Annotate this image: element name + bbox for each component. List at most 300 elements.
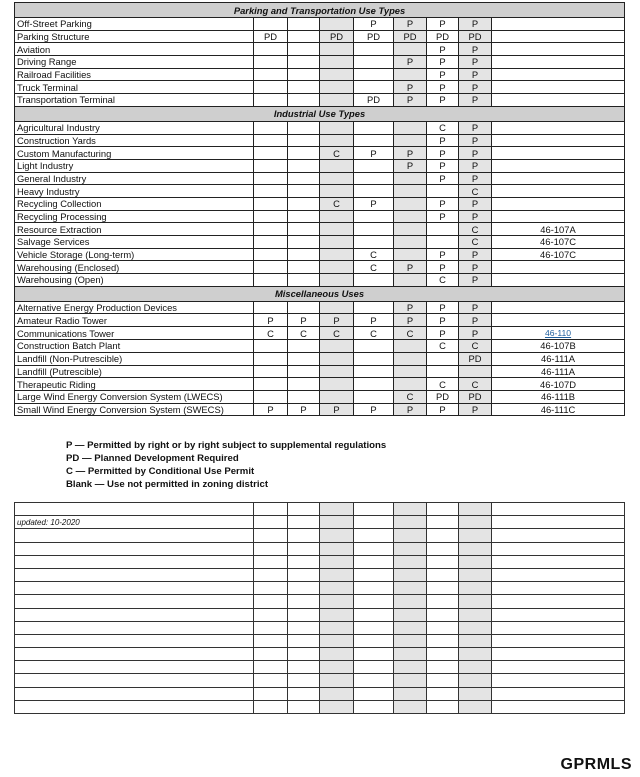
legend-conditional: C — Permitted by Conditional Use Permit — [66, 466, 255, 477]
blank-cell — [15, 634, 254, 647]
permission-cell — [354, 121, 394, 134]
blank-cell — [492, 661, 625, 674]
blank-cell — [394, 687, 427, 700]
blank-cell — [354, 648, 394, 661]
table-row — [15, 30, 625, 43]
permission-cell — [394, 352, 427, 365]
permission-cell — [254, 147, 288, 160]
blank-cell — [354, 516, 394, 529]
section-title: Parking and Transportation Use Types — [15, 3, 625, 18]
blank-cell — [354, 634, 394, 647]
use-type-label: Construction Yards — [15, 134, 254, 147]
code-reference — [492, 210, 625, 223]
brand-watermark: GPRMLS — [560, 756, 632, 773]
permission-cell — [354, 81, 394, 94]
permission-cell — [394, 223, 427, 236]
blank-row — [15, 687, 625, 700]
permission-cell — [320, 210, 354, 223]
permission-cell — [288, 365, 320, 378]
permission-cell: P — [427, 94, 459, 107]
blank-cell — [15, 595, 254, 608]
permission-cell — [320, 81, 354, 94]
permission-cell — [320, 261, 354, 274]
permission-cell — [320, 223, 354, 236]
code-reference: 46-107A — [492, 223, 625, 236]
table-row — [15, 121, 625, 134]
table-row — [15, 274, 625, 287]
use-type-label: Therapeutic Riding — [15, 378, 254, 391]
permission-cell: C — [427, 340, 459, 353]
blank-cell — [459, 634, 492, 647]
legend-planned-development: PD — Planned Development Required — [66, 453, 239, 464]
permission-cell — [288, 261, 320, 274]
permission-cell — [288, 159, 320, 172]
blank-cell — [320, 529, 354, 542]
use-type-label: Custom Manufacturing — [15, 147, 254, 160]
blank-cell — [320, 582, 354, 595]
blank-cell — [427, 661, 459, 674]
blank-cell — [459, 700, 492, 713]
section-header — [15, 3, 625, 18]
blank-cell — [394, 648, 427, 661]
table-row — [15, 352, 625, 365]
use-type-label: Aviation — [15, 43, 254, 56]
permission-cell: PD — [459, 30, 492, 43]
permission-cell: C — [394, 327, 427, 340]
blank-cell — [288, 700, 320, 713]
blank-row — [15, 661, 625, 674]
blank-row — [15, 516, 625, 529]
blank-cell — [427, 621, 459, 634]
permission-cell — [254, 378, 288, 391]
blank-cell — [288, 634, 320, 647]
blank-cell — [254, 516, 288, 529]
permission-cell: PD — [394, 30, 427, 43]
permission-cell: P — [394, 314, 427, 327]
blank-cell — [427, 687, 459, 700]
permission-cell — [254, 352, 288, 365]
blank-cell — [288, 503, 320, 516]
permission-cell — [254, 197, 288, 210]
permission-cell: P — [427, 56, 459, 69]
permission-cell — [320, 365, 354, 378]
blank-cell — [459, 529, 492, 542]
blank-cell — [254, 555, 288, 568]
blank-cell — [254, 542, 288, 555]
permission-cell — [320, 274, 354, 287]
permission-cell — [254, 210, 288, 223]
permission-cell — [320, 236, 354, 249]
use-type-label: Truck Terminal — [15, 81, 254, 94]
code-reference — [492, 159, 625, 172]
permission-cell: PD — [427, 30, 459, 43]
permission-cell: P — [427, 18, 459, 31]
permission-cell — [288, 301, 320, 314]
code-reference: 46-111A — [492, 352, 625, 365]
code-reference — [492, 30, 625, 43]
blank-row — [15, 608, 625, 621]
blank-cell — [320, 661, 354, 674]
permission-cell — [320, 390, 354, 403]
use-type-label: Small Wind Energy Conversion System (SWECS) — [15, 403, 254, 416]
permission-cell — [354, 68, 394, 81]
permission-cell: P — [320, 403, 354, 416]
use-type-label: Railroad Facilities — [15, 68, 254, 81]
permission-cell: P — [459, 94, 492, 107]
permission-cell — [288, 121, 320, 134]
permission-cell — [320, 172, 354, 185]
code-reference — [492, 43, 625, 56]
permission-cell — [320, 340, 354, 353]
blank-cell — [492, 634, 625, 647]
code-reference: 46-111A — [492, 365, 625, 378]
permission-cell — [288, 43, 320, 56]
blank-cell — [354, 582, 394, 595]
permission-cell — [288, 340, 320, 353]
permission-cell — [254, 81, 288, 94]
permission-cell: PD — [459, 352, 492, 365]
blank-cell — [427, 634, 459, 647]
permission-cell — [254, 94, 288, 107]
permission-cell: P — [354, 403, 394, 416]
blank-cell — [427, 674, 459, 687]
use-type-label: Alternative Energy Production Devices — [15, 301, 254, 314]
blank-cell — [15, 542, 254, 555]
permission-cell: C — [459, 340, 492, 353]
blank-cell — [492, 648, 625, 661]
blank-cell — [394, 568, 427, 581]
blank-cell — [492, 516, 625, 529]
permission-cell: P — [394, 403, 427, 416]
code-reference: 46-107C — [492, 236, 625, 249]
blank-cell — [492, 687, 625, 700]
table-row — [15, 94, 625, 107]
blank-cell — [492, 529, 625, 542]
permission-cell — [254, 274, 288, 287]
permission-cell: PD — [320, 30, 354, 43]
blank-cell — [459, 516, 492, 529]
permission-cell — [427, 365, 459, 378]
permission-cell — [288, 172, 320, 185]
blank-cell — [254, 674, 288, 687]
permission-cell: P — [427, 403, 459, 416]
blank-cell — [427, 529, 459, 542]
permission-cell: P — [354, 147, 394, 160]
blank-cell — [288, 608, 320, 621]
blank-cell — [320, 542, 354, 555]
section-header — [15, 286, 625, 301]
code-reference: 46-107C — [492, 248, 625, 261]
blank-row — [15, 595, 625, 608]
blank-row — [15, 568, 625, 581]
permission-cell: P — [459, 172, 492, 185]
code-reference — [492, 172, 625, 185]
code-reference — [492, 327, 625, 340]
updated-note: updated: 10-2020 — [15, 516, 254, 529]
permission-cell — [354, 159, 394, 172]
permission-cell — [320, 352, 354, 365]
table-row — [15, 197, 625, 210]
permission-cell: C — [354, 327, 394, 340]
blank-cell — [427, 542, 459, 555]
permission-cell: P — [427, 159, 459, 172]
permission-cell — [288, 378, 320, 391]
legend — [66, 439, 386, 491]
permission-cell: C — [427, 274, 459, 287]
code-reference — [492, 121, 625, 134]
table-row — [15, 68, 625, 81]
table-row — [15, 248, 625, 261]
blank-cell — [354, 529, 394, 542]
blank-row — [15, 555, 625, 568]
blank-cell — [15, 568, 254, 581]
permission-cell: C — [459, 223, 492, 236]
permission-cell — [320, 68, 354, 81]
use-type-label: Recycling Collection — [15, 197, 254, 210]
table-row — [15, 56, 625, 69]
blank-row — [15, 582, 625, 595]
permission-cell — [254, 159, 288, 172]
permission-cell — [254, 43, 288, 56]
permission-cell: C — [459, 378, 492, 391]
permission-cell: P — [459, 274, 492, 287]
code-reference: 46-107D — [492, 378, 625, 391]
permission-cell: P — [459, 147, 492, 160]
blank-cell — [459, 595, 492, 608]
code-reference — [492, 197, 625, 210]
blank-cell — [15, 582, 254, 595]
blank-cell — [320, 621, 354, 634]
permission-cell — [288, 390, 320, 403]
permission-cell — [394, 134, 427, 147]
blank-cell — [288, 595, 320, 608]
permission-cell — [354, 43, 394, 56]
blank-cell — [288, 529, 320, 542]
blank-cell — [354, 503, 394, 516]
permission-cell — [354, 301, 394, 314]
table-row — [15, 236, 625, 249]
code-reference-link[interactable]: 46-110 — [544, 328, 572, 339]
blank-cell — [492, 542, 625, 555]
permission-cell: P — [427, 43, 459, 56]
blank-cell — [320, 608, 354, 621]
blank-cell — [254, 568, 288, 581]
permission-cell: P — [459, 261, 492, 274]
permission-cell: P — [427, 197, 459, 210]
blank-cell — [254, 595, 288, 608]
blank-cell — [320, 687, 354, 700]
permission-cell — [288, 197, 320, 210]
table-row — [15, 147, 625, 160]
table-row — [15, 223, 625, 236]
blank-cell — [354, 621, 394, 634]
zoning-use-table — [14, 2, 625, 416]
blank-cell — [427, 648, 459, 661]
permission-cell — [354, 274, 394, 287]
permission-cell: PD — [427, 390, 459, 403]
table-row — [15, 43, 625, 56]
permission-cell — [394, 236, 427, 249]
use-type-label: Large Wind Energy Conversion System (LWECS) — [15, 390, 254, 403]
permission-cell: P — [459, 121, 492, 134]
permission-cell — [254, 223, 288, 236]
blank-cell — [394, 529, 427, 542]
use-type-label: Recycling Processing — [15, 210, 254, 223]
blank-row — [15, 674, 625, 687]
blank-cell — [427, 503, 459, 516]
permission-cell: P — [459, 248, 492, 261]
permission-cell: C — [427, 378, 459, 391]
blank-cell — [320, 674, 354, 687]
code-reference — [492, 81, 625, 94]
permission-cell: P — [394, 301, 427, 314]
permission-cell — [320, 94, 354, 107]
permission-cell — [288, 210, 320, 223]
permission-cell: C — [320, 197, 354, 210]
permission-cell — [254, 365, 288, 378]
blank-cell — [320, 595, 354, 608]
table-row — [15, 81, 625, 94]
permission-cell — [320, 134, 354, 147]
permission-cell — [288, 274, 320, 287]
permission-cell — [288, 81, 320, 94]
permission-cell: P — [288, 314, 320, 327]
blank-row — [15, 503, 625, 516]
table-row — [15, 301, 625, 314]
permission-cell — [354, 172, 394, 185]
blank-cell — [15, 529, 254, 542]
permission-cell: P — [459, 68, 492, 81]
permission-cell: P — [459, 134, 492, 147]
permission-cell: C — [354, 261, 394, 274]
use-type-label: Vehicle Storage (Long-term) — [15, 248, 254, 261]
use-type-label: Light Industry — [15, 159, 254, 172]
blank-cell — [459, 503, 492, 516]
blank-cell — [320, 648, 354, 661]
blank-cell — [254, 700, 288, 713]
blank-cell — [320, 700, 354, 713]
permission-cell — [254, 121, 288, 134]
permission-cell: P — [427, 134, 459, 147]
table-row — [15, 340, 625, 353]
permission-cell: P — [427, 301, 459, 314]
legend-blank: Blank — Use not permitted in zoning district — [66, 479, 269, 490]
permission-cell — [354, 134, 394, 147]
blank-cell — [492, 700, 625, 713]
code-reference — [492, 314, 625, 327]
code-reference: 46-111B — [492, 390, 625, 403]
blank-cell — [394, 674, 427, 687]
blank-cell — [459, 568, 492, 581]
permission-cell — [394, 274, 427, 287]
permission-cell — [288, 94, 320, 107]
blank-cell — [492, 568, 625, 581]
permission-cell — [254, 390, 288, 403]
permission-cell: P — [459, 301, 492, 314]
blank-cell — [15, 555, 254, 568]
code-reference — [492, 301, 625, 314]
permission-cell — [320, 56, 354, 69]
permission-cell — [320, 43, 354, 56]
permission-cell — [320, 185, 354, 198]
blank-cell — [254, 634, 288, 647]
legend-permitted: P — Permitted by right or by right subject to supplemental regulations — [66, 440, 387, 451]
permission-cell: PD — [254, 30, 288, 43]
table-row — [15, 365, 625, 378]
blank-cell — [320, 516, 354, 529]
blank-cell — [320, 568, 354, 581]
blank-row — [15, 648, 625, 661]
permission-cell: P — [427, 172, 459, 185]
table-row — [15, 378, 625, 391]
permission-cell — [354, 390, 394, 403]
table-row — [15, 185, 625, 198]
permission-cell: P — [394, 18, 427, 31]
permission-cell — [427, 185, 459, 198]
permission-cell: C — [254, 327, 288, 340]
permission-cell: P — [459, 18, 492, 31]
permission-cell: C — [320, 327, 354, 340]
blank-cell — [459, 542, 492, 555]
permission-cell: P — [394, 56, 427, 69]
permission-cell: C — [394, 390, 427, 403]
blank-cell — [427, 700, 459, 713]
blank-cell — [394, 516, 427, 529]
permission-cell: P — [354, 18, 394, 31]
permission-cell — [394, 340, 427, 353]
use-type-label: Heavy Industry — [15, 185, 254, 198]
blank-cell — [254, 661, 288, 674]
permission-cell: C — [320, 147, 354, 160]
permission-cell — [354, 223, 394, 236]
blank-cell — [394, 582, 427, 595]
blank-cell — [15, 648, 254, 661]
permission-cell — [320, 18, 354, 31]
permission-cell: P — [320, 314, 354, 327]
blank-cell — [492, 608, 625, 621]
blank-cell — [492, 674, 625, 687]
blank-cell — [354, 687, 394, 700]
blank-cell — [492, 621, 625, 634]
code-reference — [492, 185, 625, 198]
blank-cell — [354, 608, 394, 621]
blank-cell — [354, 568, 394, 581]
permission-cell: C — [459, 185, 492, 198]
use-type-label: Landfill (Putrescible) — [15, 365, 254, 378]
permission-cell — [254, 261, 288, 274]
permission-cell — [354, 378, 394, 391]
permission-cell: P — [254, 314, 288, 327]
blank-cell — [288, 542, 320, 555]
blank-cell — [288, 555, 320, 568]
blank-cell — [320, 555, 354, 568]
permission-cell — [354, 236, 394, 249]
blank-cell — [254, 582, 288, 595]
permission-cell: P — [288, 403, 320, 416]
blank-row — [15, 542, 625, 555]
blank-cell — [459, 661, 492, 674]
permission-cell — [354, 185, 394, 198]
blank-cell — [459, 687, 492, 700]
permission-cell: P — [459, 159, 492, 172]
blank-cell — [354, 661, 394, 674]
blank-cell — [15, 687, 254, 700]
blank-cell — [254, 687, 288, 700]
blank-row — [15, 621, 625, 634]
blank-cell — [427, 568, 459, 581]
blank-cell — [354, 674, 394, 687]
blank-cell — [394, 555, 427, 568]
